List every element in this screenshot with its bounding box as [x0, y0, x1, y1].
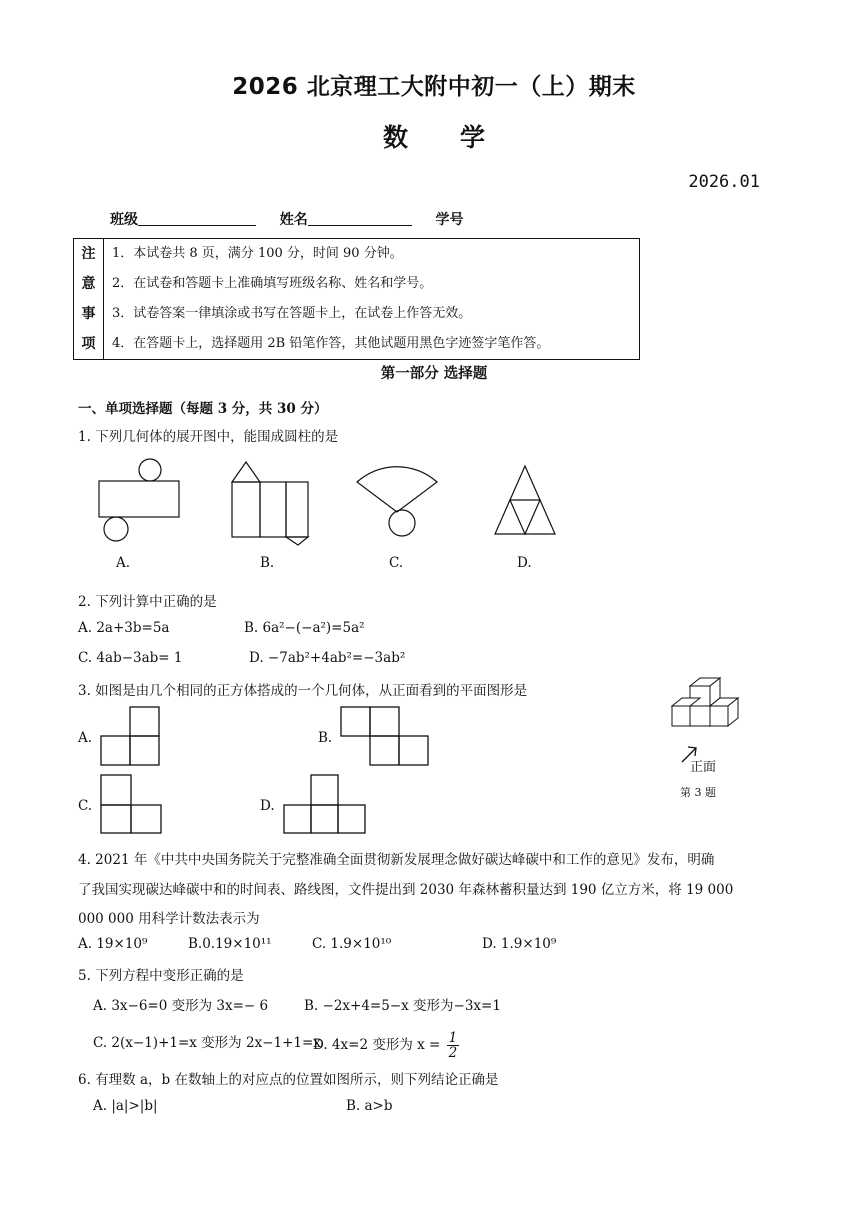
- notice-items: [112, 239, 549, 359]
- q1-figure-c[interactable]: [352, 460, 442, 550]
- q5-option-d: [313, 1031, 459, 1060]
- exam-title: 2026 北京理工大附中初一（上）期末: [232, 74, 636, 100]
- q3-label-d: D.: [260, 798, 275, 814]
- q1-label-c: C.: [389, 555, 404, 571]
- q6-option-a: A. |a|>|b|: [93, 1098, 158, 1114]
- q4-line-1: 4. 2021 年《中共中央国务院关于完整准确全面贯彻新发展理念做好碳达峰碳中和工作的意见》发布，明确: [78, 852, 715, 868]
- q6-stem: 6. 有理数 a，b 在数轴上的对应点的位置如图所示，则下列结论正确是: [78, 1072, 499, 1088]
- q1-label-a: A.: [116, 555, 131, 571]
- q5-stem: 5. 下列方程中变形正确的是: [78, 968, 244, 984]
- q5-fraction: [447, 1031, 460, 1060]
- name-blank[interactable]: [308, 211, 412, 226]
- q3-stem: 3. 如图是由几个相同的正方体搭成的一个几何体，从正面看到的平面图形是: [78, 683, 528, 699]
- q3-label-c: C.: [78, 798, 93, 814]
- q4-option-c: C. 1.9×10¹⁰: [312, 936, 392, 952]
- notice-side-char: 事: [81, 306, 96, 322]
- q1-label-b: B.: [260, 555, 275, 571]
- q5-option-b: B. −2x+4=5−x 变形为−3x=1: [304, 998, 501, 1014]
- q4-option-a: A. 19×10⁹: [78, 936, 148, 952]
- front-label: 正面: [690, 760, 717, 775]
- q1-figure-a[interactable]: [95, 458, 185, 548]
- q2-option-b: B. 6a²−(−a²)=5a²: [244, 620, 365, 636]
- q1-stem: 1. 下列几何体的展开图中，能围成圆柱的是: [78, 429, 339, 445]
- subject-char-2: 学: [460, 123, 486, 152]
- id-label: 学号: [435, 212, 464, 228]
- notice-side-char: 意: [81, 276, 96, 292]
- student-info-line: [110, 209, 464, 229]
- name-label: 姓名: [279, 212, 308, 228]
- q1-figure-b[interactable]: [228, 462, 313, 547]
- q4-line-2: 了我国实现碳达峰碳中和的时间表、路线图，文件提出到 2030 年森林蓄积量达到 190 亿立方米，将 19 000: [78, 882, 734, 898]
- q4-line-3: 000 000 用科学计数法表示为: [78, 911, 260, 927]
- part-title: 第一部分 选择题: [380, 365, 488, 382]
- q5-option-c: C. 2(x−1)+1=x 变形为 2x−1+1=x: [93, 1035, 321, 1051]
- q3-figure-a[interactable]: [100, 706, 162, 768]
- class-blank[interactable]: [138, 211, 256, 226]
- q3-label-a: A.: [78, 730, 93, 746]
- q5-fraction-numerator: 1: [448, 1030, 458, 1046]
- exam-date: 2026.01: [688, 172, 760, 192]
- notice-item: 4．在答题卡上，选择题用 2B 铅笔作答，其他试题用黑色字迹签字笔作答。: [112, 336, 550, 351]
- q2-option-c: C. 4ab−3ab= 1: [78, 650, 183, 666]
- notice-side-char: 项: [81, 336, 96, 352]
- subject-char-1: 数: [382, 123, 408, 152]
- q3-figure-b[interactable]: [340, 706, 432, 768]
- q3-cube-figure: [668, 676, 743, 746]
- q4-option-b: B.0.19×10¹¹: [188, 936, 272, 952]
- notice-side-char: 注: [81, 246, 96, 262]
- q5-option-a: A. 3x−6=0 变形为 3x=− 6: [93, 998, 269, 1014]
- class-label: 班级: [110, 212, 138, 228]
- q1-label-d: D.: [517, 555, 532, 571]
- notice-item: 2．在试卷和答题卡上准确填写班级名称、姓名和学号。: [112, 276, 433, 291]
- notice-item: 1．本试卷共 8 页，满分 100 分，时间 90 分钟。: [112, 246, 403, 261]
- notice-item: 3．试卷答案一律填涂或书写在答题卡上，在试卷上作答无效。: [112, 306, 472, 321]
- q3-figure-d[interactable]: [283, 774, 369, 836]
- q3-figure-c[interactable]: [100, 774, 164, 836]
- subject-title: [0, 118, 868, 154]
- notice-side-label: [74, 239, 104, 359]
- q5-option-d-text: D. 4x=2 变形为 x =: [313, 1037, 441, 1053]
- q4-option-d: D. 1.9×10⁹: [482, 936, 557, 952]
- q2-option-a: A. 2a+3b=5a: [78, 620, 170, 636]
- q5-fraction-denominator: 2: [448, 1045, 458, 1061]
- q3-caption: 第 3 题: [680, 786, 716, 799]
- section-title: 一、单项选择题（每题 3 分，共 30 分）: [78, 401, 328, 417]
- q2-stem: 2. 下列计算中正确的是: [78, 594, 217, 610]
- q1-figure-d[interactable]: [493, 464, 563, 539]
- q3-label-b: B.: [318, 730, 333, 746]
- notice-box: [73, 238, 640, 360]
- q6-option-b: B. a>b: [346, 1098, 393, 1114]
- q2-option-d: D. −7ab²+4ab²=−3ab²: [249, 650, 406, 666]
